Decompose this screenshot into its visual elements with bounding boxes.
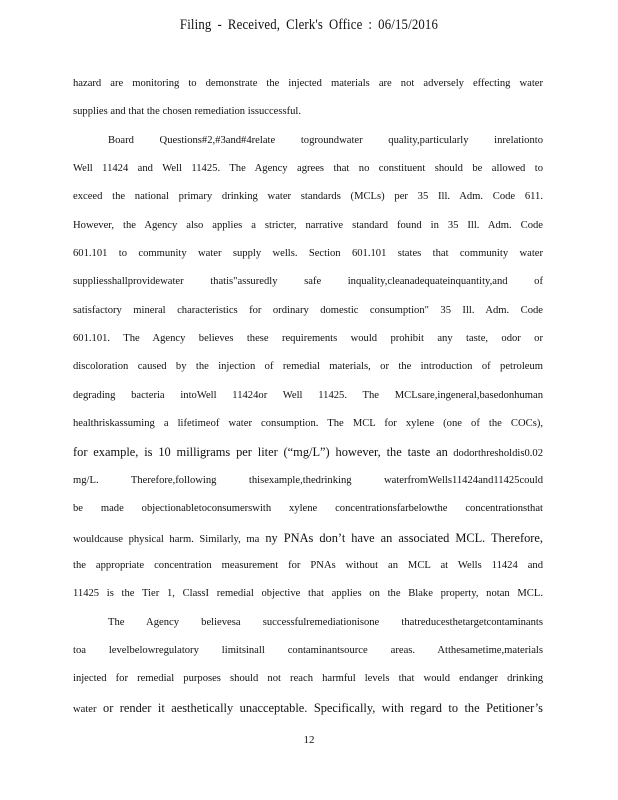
text-line: degrading bacteria intoWell 11424or Well 11425. The MCLsare,ingeneral,basedonhuman — [73, 389, 543, 401]
text-line: suppliesshallprovidewater thatis"assuredly safe inquality,cleanadequateinquantity,and of — [73, 276, 543, 288]
text-line: injected for remedial purposes should not reach harmful levels that would endanger drinking — [73, 673, 543, 685]
text-line: However, the Agency also applies a stricter, narrative standard found in 35 Ill. Adm. Code — [73, 219, 543, 231]
text-line: satisfactory mineral characteristics for ordinary domestic consumption" 35 Ill. Adm. Code — [73, 304, 543, 316]
text-line: 601.101. The Agency believes these requirements would prohibit any taste, odor or — [73, 333, 543, 345]
text-line: for example, is 10 milligrams per liter (“mg/L”) however, the taste an dodorthresholdis0.02 — [73, 445, 543, 460]
text-line: mg/L. Therefore,following thisexample,thedrinking waterfromWells11424and11425could — [73, 474, 543, 486]
paragraph-start-line: Board Questions#2,#3and#4relate togroundwater quality,particularly inrelationto — [108, 134, 543, 146]
text-line: 601.101 to community water supply wells. Section 601.101 states that community water — [73, 248, 543, 260]
text-line: water or render it aesthetically unacceptable. Specifically, with regard to the Petitioner’s — [73, 700, 543, 715]
page-number: 12 — [303, 734, 315, 746]
text-line: wouldcause physical harm. Similarly, ma ny PNAs don’t have an associated MCL. Therefore, — [73, 530, 543, 545]
filing-header: Filing - Received, Clerk's Office : 06/15/2016 — [179, 17, 439, 33]
text-line: toa levelbelowregulatory limitsinall contaminantsource areas. Atthesametime,materials — [73, 644, 543, 656]
text-line: exceed the national primary drinking water standards (MCLs) per 35 Ill. Adm. Code 611. — [73, 191, 543, 203]
body-text — [73, 70, 543, 722]
text-line: Well 11424 and Well 11425. The Agency agrees that no constituent should be allowed to — [73, 163, 543, 175]
text-line: discoloration caused by the injection of remedial materials, or the introduction of petroleum — [73, 361, 543, 373]
text-line: healthriskassuming a lifetimeof water consumption. The MCL for xylene (one of the COCs), — [73, 418, 543, 430]
text-line: supplies and that the chosen remediation issuccessful. — [73, 106, 302, 118]
text-line: hazard are monitoring to demonstrate the injected materials are not adversely effecting water — [73, 78, 543, 89]
text-line: be made objectionabletoconsumerswith xylene concentrationsfarbelowthe concentrationsthat — [73, 503, 543, 515]
text-line: 11425 is the Tier 1, ClassI remedial objective that applies on the Blake property, notan MCL. — [73, 588, 543, 600]
text-line: the appropriate concentration measurement for PNAs without an MCL at Wells 11424 and — [73, 559, 543, 571]
paragraph-start-line: The Agency believesa successfulremediationisone thatreducesthetargetcontaminants — [108, 616, 543, 628]
